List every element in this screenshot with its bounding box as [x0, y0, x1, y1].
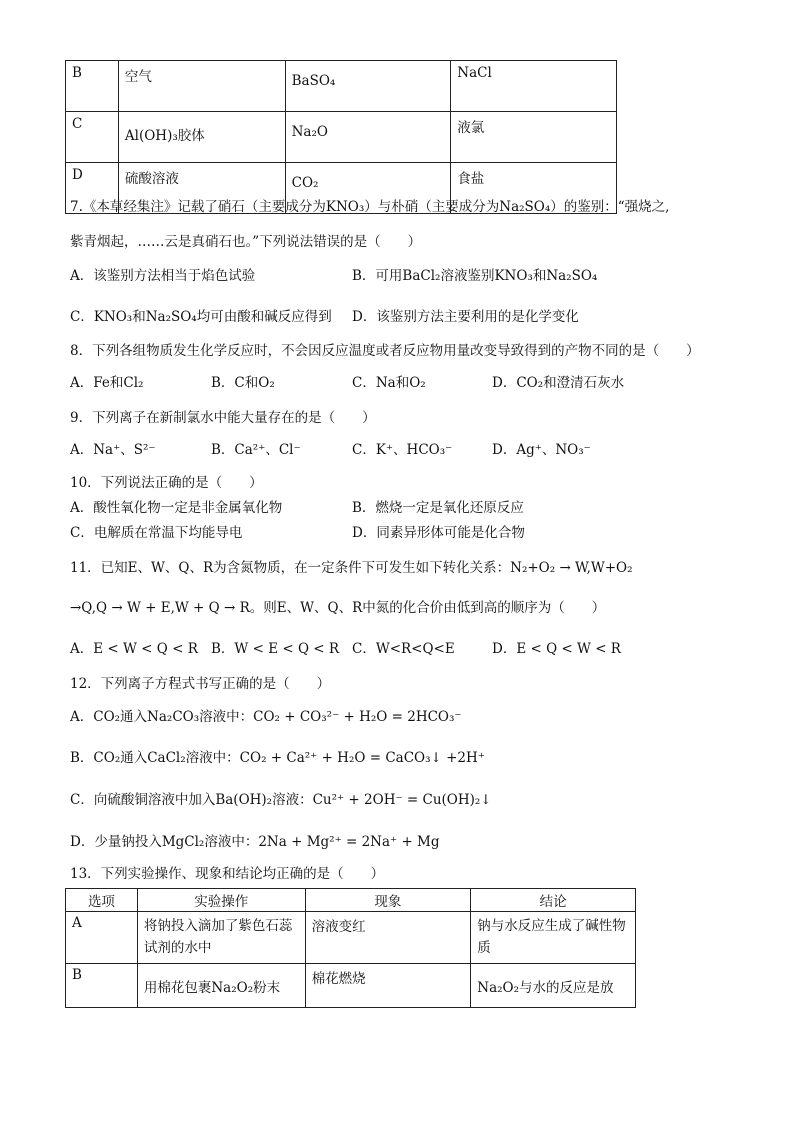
question-9-option-b: B．Ca²⁺、Cl⁻ [211, 442, 301, 458]
table-cell: D [66, 163, 119, 214]
question-11-stem-line1: 11．已知E、W、Q、R为含氮物质，在一定条件下可发生如下转化关系：N₂+O₂ → W,W+O₂ [70, 560, 633, 576]
question-10-option-c: C．电解质在常温下均能导电 [70, 525, 243, 541]
column-header: 结论 [471, 889, 636, 912]
question-8-option-c: C．Na和O₂ [352, 375, 426, 391]
classification-table [65, 60, 617, 214]
table-row [66, 963, 636, 1007]
table-cell: 钠与水反应生成了碱性物质 [471, 912, 636, 964]
question-7-option-c: C．KNO₃和Na₂SO₄均可由酸和碱反应得到 [70, 309, 332, 325]
question-10-stem: 10．下列说法正确的是（ ） [70, 475, 263, 491]
question-12-option-b: B．CO₂通入CaCl₂溶液中：CO₂ + Ca²⁺ + H₂O = CaCO₃↓ +2H⁺ [70, 750, 485, 766]
column-header: 实验操作 [137, 889, 305, 912]
question-10-option-a: A．酸性氧化物一定是非金属氧化物 [70, 500, 283, 516]
table-cell: BaSO₄ [285, 61, 451, 112]
column-header: 选项 [66, 889, 138, 912]
question-8-option-d: D．CO₂和澄清石灰水 [492, 375, 625, 391]
table-cell: 液氯 [451, 112, 617, 163]
table-row [66, 912, 636, 964]
question-11-stem-line2: →Q,Q → W + E,W + Q → R。则E、W、Q、R中氮的化合价由低到高的顺序为（ ） [70, 600, 606, 616]
question-7-stem-line1: 7.《本草经集注》记载了硝石（主要成分为KNO₃）与朴硝（主要成分为Na₂SO₄）的鉴别：“强烧之, [70, 199, 670, 215]
table-cell: NaCl [451, 61, 617, 112]
table-cell: 将钠投入滴加了紫色石蕊试剂的水中 [137, 912, 305, 964]
question-12-option-c: C．向硫酸铜溶液中加入Ba(OH)₂溶液：Cu²⁺ + 2OH⁻ = Cu(OH)₂↓ [70, 792, 492, 808]
table-cell: 棉花燃烧 [305, 963, 471, 1007]
table-cell: 用棉花包裹Na₂O₂粉末 [137, 963, 305, 1007]
column-header: 现象 [305, 889, 471, 912]
question-9-stem: 9．下列离子在新制氯水中能大量存在的是（ ） [70, 410, 376, 426]
table-cell: B [66, 963, 138, 1007]
table-cell: Al(OH)₃胶体 [118, 112, 285, 163]
table-header-row [66, 889, 636, 912]
table-cell: B [66, 61, 119, 112]
question-10-option-d: D．同素异形体可能是化合物 [352, 525, 525, 541]
question-8-option-a: A．Fe和Cl₂ [70, 375, 144, 391]
question-11-option-c: C．W<R<Q<E [352, 641, 455, 657]
table-cell: A [66, 912, 138, 964]
table-cell: 溶液变红 [305, 912, 471, 964]
question-7-option-a: A．该鉴别方法相当于焰色试验 [70, 268, 256, 284]
question-11-option-b: B．W < E < Q < R [211, 641, 340, 657]
question-11-option-a: A．E < W < Q < R [70, 641, 198, 657]
question-9-option-a: A．Na⁺、S²⁻ [70, 442, 156, 458]
question-7-stem-line2: 紫青烟起，……云是真硝石也。”下列说法错误的是（ ） [70, 234, 422, 250]
table-row [66, 112, 617, 163]
question-11-option-d: D．E < Q < W < R [492, 641, 621, 657]
question-7-option-b: B．可用BaCl₂溶液鉴别KNO₃和Na₂SO₄ [352, 268, 598, 284]
question-8-stem: 8．下列各组物质发生化学反应时，不会因反应温度或者反应物用量改变导致得到的产物不同的是（ ） [70, 343, 700, 359]
table-cell: Na₂O₂与水的反应是放 [471, 963, 636, 1007]
table-cell: CO₂ [285, 163, 451, 214]
question-7-option-d: D．该鉴别方法主要利用的是化学变化 [352, 309, 579, 325]
experiment-table [65, 888, 636, 1008]
table-row [66, 61, 617, 112]
table-cell: 硫酸溶液 [118, 163, 285, 214]
question-12-option-d: D．少量钠投入MgCl₂溶液中：2Na + Mg²⁺ = 2Na⁺ + Mg [70, 834, 440, 850]
question-10-option-b: B．燃烧一定是氧化还原反应 [352, 500, 524, 516]
table-cell: 食盐 [451, 163, 617, 214]
question-9-option-c: C．K⁺、HCO₃⁻ [352, 442, 453, 458]
question-12-stem: 12．下列离子方程式书写正确的是（ ） [70, 676, 331, 692]
table-cell: Na₂O [285, 112, 451, 163]
question-13-stem: 13．下列实验操作、现象和结论均正确的是（ ） [70, 866, 385, 882]
question-9-option-d: D．Ag⁺、NO₃⁻ [492, 442, 591, 458]
question-12-option-a: A．CO₂通入Na₂CO₃溶液中：CO₂ + CO₃²⁻ + H₂O = 2HCO₃⁻ [70, 709, 462, 725]
table-cell: 空气 [118, 61, 285, 112]
question-8-option-b: B．C和O₂ [211, 375, 275, 391]
table-cell: C [66, 112, 119, 163]
